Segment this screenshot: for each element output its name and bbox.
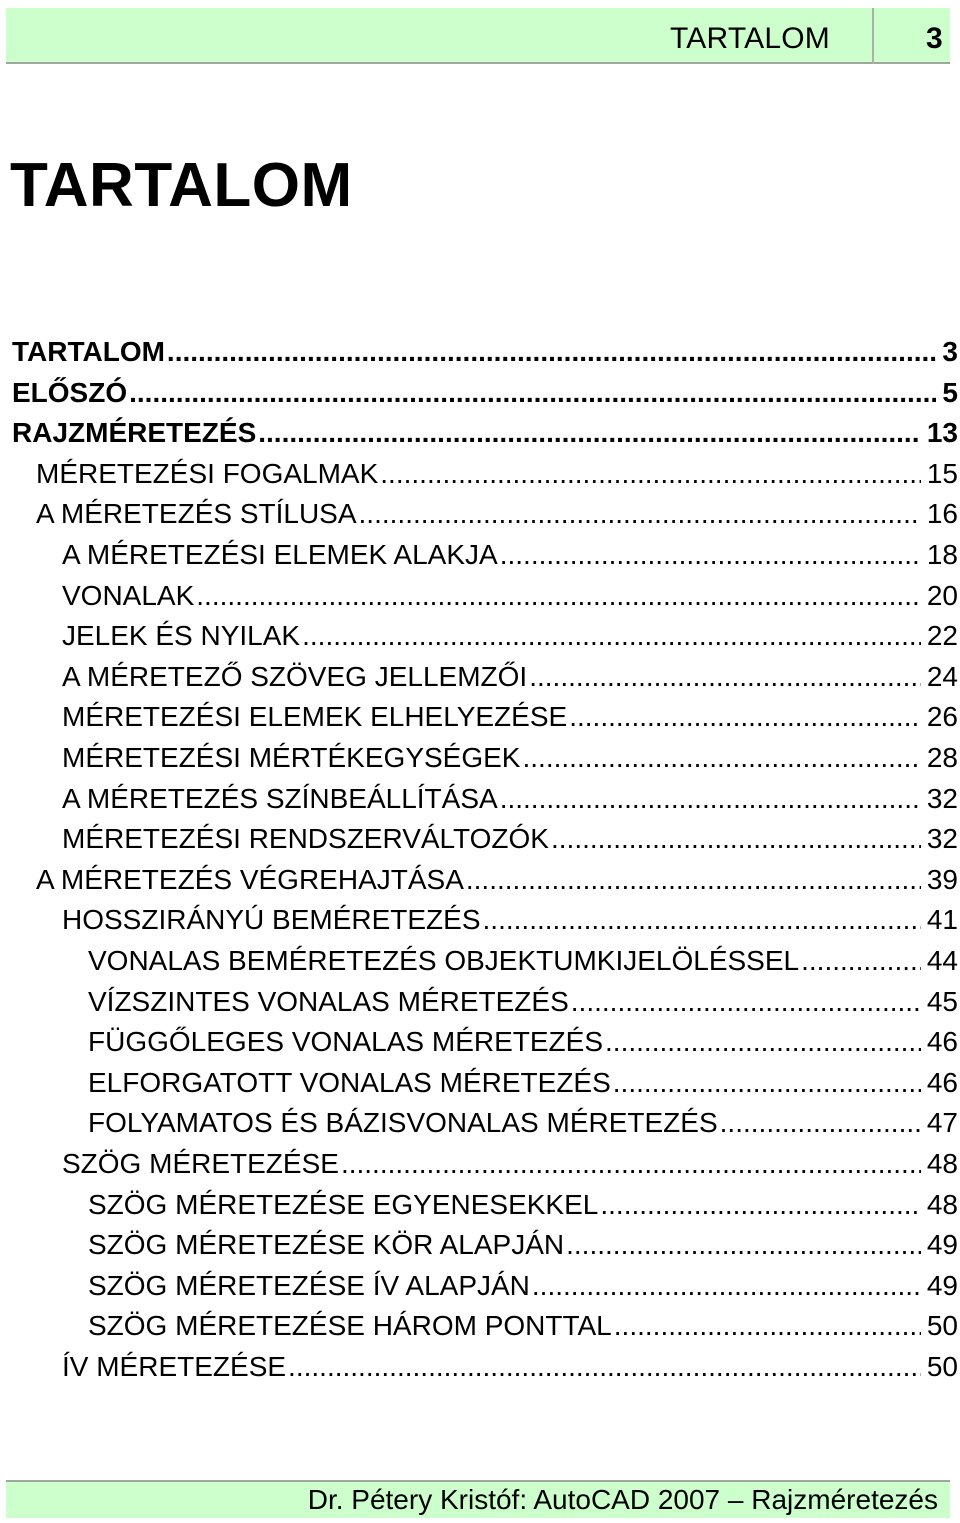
toc-entry[interactable] [62, 1148, 958, 1184]
toc-entry-title: JELEK ÉS NYILAK [62, 620, 301, 652]
toc-entry-title: MÉRETEZÉSI RENDSZERVÁLTOZÓK [62, 823, 549, 855]
toc-dot-leader [256, 417, 921, 449]
toc-entry-page: 20 [926, 579, 958, 611]
toc-dot-leader [598, 1189, 920, 1221]
toc-entry-title: RAJZMÉRETEZÉS [12, 417, 257, 449]
toc-entry[interactable] [36, 458, 958, 494]
running-footer [6, 1480, 950, 1518]
toc-entry[interactable] [88, 1229, 958, 1265]
toc-dot-leader [520, 742, 920, 774]
toc-entry[interactable] [62, 539, 958, 575]
toc-entry-page: 22 [926, 620, 958, 652]
toc-entry-page: 13 [926, 417, 958, 449]
toc-entry[interactable] [62, 620, 958, 656]
toc-entry-title: MÉRETEZÉSI FOGALMAK [36, 457, 379, 489]
toc-entry[interactable] [88, 1270, 958, 1306]
toc-entry[interactable] [62, 783, 958, 819]
toc-dot-leader [300, 620, 921, 652]
toc-dot-leader [481, 904, 921, 936]
toc-entry-page: 16 [926, 498, 958, 530]
toc-entry-title: MÉRETEZÉSI MÉRTÉKEGYSÉGEK [62, 742, 521, 773]
toc-entry-page: 15 [926, 457, 958, 489]
toc-entry-page: 32 [926, 823, 958, 855]
toc-dot-leader [799, 945, 921, 977]
toc-entry-page: 18 [926, 539, 958, 570]
toc-entry[interactable] [62, 661, 958, 697]
toc-entry-title: SZÖG MÉRETEZÉSE KÖR ALAPJÁN [88, 1229, 565, 1261]
toc-entry[interactable] [36, 498, 958, 534]
toc-dot-leader [612, 1310, 921, 1342]
toc-entry-title: ÍV MÉRETEZÉSE [62, 1351, 287, 1382]
toc-entry-page: 49 [926, 1229, 958, 1261]
toc-entry-title: HOSSZIRÁNYÚ BEMÉRETEZÉS [62, 904, 481, 936]
toc-dot-leader [357, 498, 921, 530]
toc-dot-leader [127, 377, 936, 409]
toc-entry[interactable] [88, 945, 958, 981]
toc-entry-page: 48 [926, 1188, 958, 1220]
toc-dot-leader [718, 1107, 921, 1139]
toc-entry-page: 3 [942, 336, 958, 367]
toc-entry-title: A MÉRETEZÉS VÉGREHAJTÁSA [36, 863, 464, 895]
toc-entry-page: 46 [926, 1026, 958, 1058]
toc-dot-leader [339, 1148, 921, 1180]
toc-entry-page: 49 [926, 1269, 958, 1301]
toc-dot-leader [549, 823, 921, 855]
toc-entry-title: ELFORGATOTT VONALAS MÉRETEZÉS [88, 1066, 611, 1098]
toc-entry[interactable] [62, 742, 958, 778]
footer-text: Dr. Pétery Kristóf: AutoCAD 2007 – Rajzméretezés [307, 1484, 938, 1515]
page-title: TARTALOM [10, 151, 353, 220]
toc-entry[interactable] [88, 1107, 958, 1143]
toc-entry-page: 32 [926, 782, 958, 814]
toc-dot-leader [530, 1270, 921, 1302]
toc-entry-page: 48 [926, 1148, 958, 1179]
toc-dot-leader [569, 986, 921, 1018]
toc-entry-title: VÍZSZINTES VONALAS MÉRETEZÉS [88, 985, 569, 1017]
toc-dot-leader [527, 661, 921, 693]
toc-dot-leader [378, 458, 921, 490]
toc-entry[interactable] [12, 377, 958, 413]
toc-entry-page: 39 [926, 863, 958, 895]
toc-dot-leader [498, 783, 921, 815]
toc-entry-page: 41 [926, 904, 958, 936]
toc-entry-page: 28 [926, 742, 958, 773]
toc-dot-leader [567, 701, 921, 733]
toc-entry[interactable] [36, 864, 958, 900]
toc-dot-leader [194, 580, 921, 612]
toc-entry[interactable] [62, 904, 958, 940]
toc-entry-page: 45 [926, 985, 958, 1017]
toc-entry-title: A MÉRETEZŐ SZÖVEG JELLEMZŐI [62, 660, 528, 692]
toc-entry-page: 24 [926, 660, 958, 692]
toc-entry-page: 44 [926, 945, 958, 976]
toc-entry-title: SZÖG MÉRETEZÉSE [62, 1148, 339, 1179]
toc-entry-title: VONALAK [62, 579, 195, 611]
toc-entry-page: 26 [926, 701, 958, 733]
toc-entry[interactable] [12, 417, 958, 453]
toc-entry[interactable] [88, 986, 958, 1022]
toc-entry-title: MÉRETEZÉSI ELEMEK ELHELYEZÉSE [62, 701, 568, 733]
toc-entry[interactable] [88, 1067, 958, 1103]
toc-entry-page: 46 [926, 1066, 958, 1098]
toc-entry-title: SZÖG MÉRETEZÉSE HÁROM PONTTAL [88, 1310, 612, 1342]
toc-entry-title: ELŐSZÓ [12, 376, 128, 408]
toc-entry[interactable] [62, 580, 958, 616]
toc-entry[interactable] [88, 1026, 958, 1062]
toc-entry[interactable] [12, 336, 958, 372]
toc-entry-title: FOLYAMATOS ÉS BÁZISVONALAS MÉRETEZÉS [88, 1107, 718, 1139]
toc-entry-page: 5 [942, 376, 958, 408]
header-title: TARTALOM [670, 22, 830, 55]
toc-entry-title: TARTALOM [12, 336, 165, 367]
toc-entry-title: A MÉRETEZÉSI ELEMEK ALAKJA [62, 539, 498, 570]
toc-entry-title: VONALAS BEMÉRETEZÉS OBJEKTUMKIJELÖLÉSSEL [88, 945, 800, 976]
header-page-number: 3 [926, 22, 943, 55]
toc-entry-title: SZÖG MÉRETEZÉSE EGYENESEKKEL [88, 1188, 599, 1220]
toc-dot-leader [603, 1026, 921, 1058]
toc-entry-title: A MÉRETEZÉS SZÍNBEÁLLÍTÁSA [62, 782, 498, 814]
toc-dot-leader [498, 539, 921, 571]
toc-dot-leader [611, 1067, 921, 1099]
toc-entry-title: SZÖG MÉRETEZÉSE ÍV ALAPJÁN [88, 1269, 530, 1301]
toc-entry-page: 50 [926, 1351, 958, 1382]
toc-entry[interactable] [62, 1351, 958, 1387]
toc-entry[interactable] [62, 701, 958, 737]
toc-dot-leader [286, 1351, 921, 1383]
toc-dot-leader [165, 336, 937, 368]
toc-dot-leader [464, 864, 921, 896]
toc-entry-page: 47 [926, 1107, 958, 1139]
toc-entry[interactable] [62, 823, 958, 859]
toc-entry-page: 50 [926, 1310, 958, 1342]
toc-entry-title: FÜGGŐLEGES VONALAS MÉRETEZÉS [88, 1026, 604, 1058]
toc-dot-leader [564, 1229, 921, 1261]
toc-entry[interactable] [88, 1310, 958, 1346]
toc-entry[interactable] [88, 1189, 958, 1225]
toc-entry-title: A MÉRETEZÉS STÍLUSA [36, 498, 357, 530]
